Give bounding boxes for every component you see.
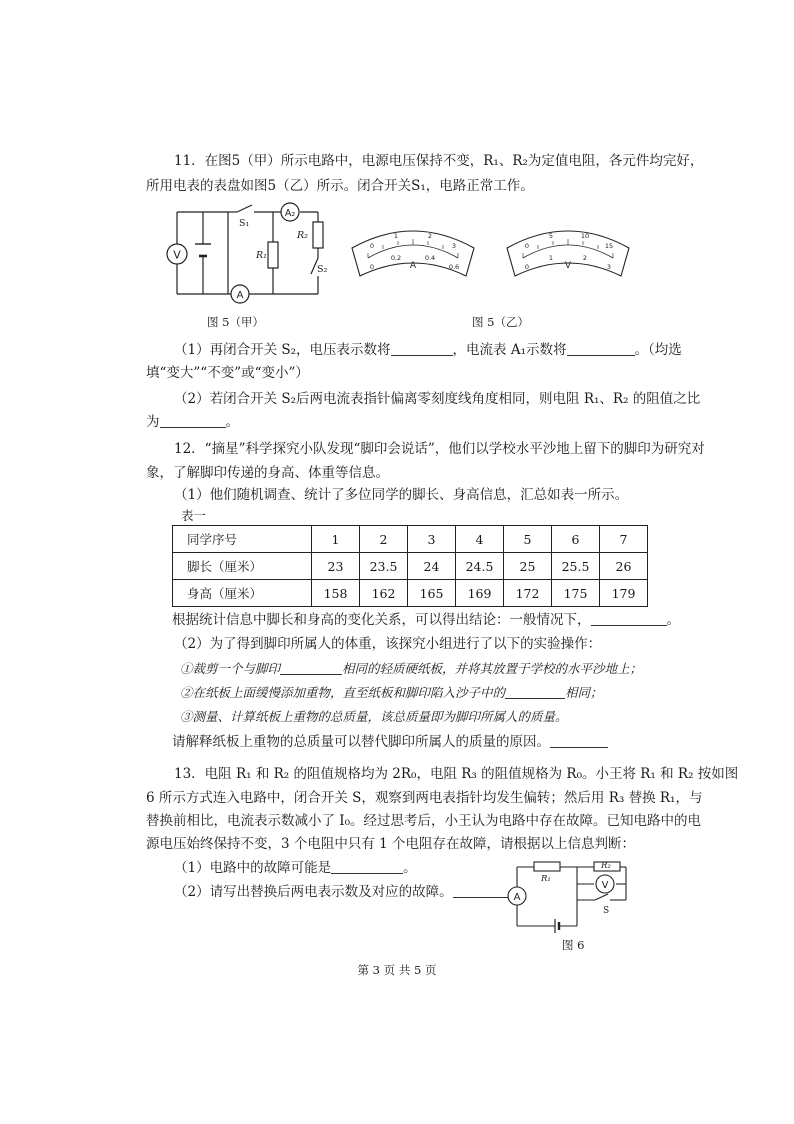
voltmeter-top-tick-2: 10 [580, 232, 590, 240]
ammeter-top-tick-3: 3 [451, 242, 457, 250]
q12-line-2: 象，了解脚印传递的身高、体重等信息。 [146, 465, 389, 481]
voltmeter-top-tick-1: 5 [548, 232, 554, 240]
table-row-header: 同学序号 [173, 526, 312, 553]
q11-part2-c: 。 [225, 414, 239, 430]
q12-step-3: ③测量、计算纸板上重物的总质量，该总质量即为脚印所属人的质量。 [180, 709, 568, 724]
circuit-diagram-fig6 [500, 858, 640, 940]
table-cell: 24.5 [456, 553, 504, 580]
q12-step-1-a: ①裁剪一个与脚印 [180, 661, 281, 676]
table-cell: 25.5 [552, 553, 600, 580]
table-cell: 3 [408, 526, 456, 553]
q11-part2 [146, 413, 239, 431]
q12-step-2-a: ②在纸板上面缓慢添加重物，直至纸板和脚印陷入沙子中的 [180, 685, 506, 700]
table-cell: 5 [504, 526, 552, 553]
q12-blank-depth[interactable] [505, 684, 565, 699]
meter-a2-label: A₂ [284, 208, 296, 219]
voltmeter-unit: V [564, 261, 572, 271]
table-row-header: 身高（厘米） [173, 580, 312, 607]
ammeter-top-tick-0: 0 [369, 242, 375, 250]
q12-explain [172, 733, 608, 751]
q11-blank-voltage[interactable] [391, 341, 453, 356]
meter-v-label: V [173, 248, 181, 262]
table-cell: 25 [504, 553, 552, 580]
ammeter-bottom-tick-3: 0.6 [448, 263, 460, 271]
q12-explain-text: 请解释纸板上重物的总质量可以替代脚印所属人的质量的原因。 [172, 734, 550, 750]
table-cell: 4 [456, 526, 504, 553]
table-cell: 172 [504, 580, 552, 607]
table-cell: 169 [456, 580, 504, 607]
resistor-r1-label: R₁ [256, 250, 267, 261]
fig6-switch-label: S [603, 906, 610, 916]
q12-step-1-b: 相同的轻质硬纸板，并将其放置于学校的水平沙地上； [342, 661, 643, 676]
q12-conclusion-b: 。 [666, 612, 680, 628]
fig6-ammeter-label: A [513, 892, 521, 903]
fig5-yi-caption: 图 5（乙） [472, 315, 529, 329]
voltmeter-bottom-tick-2: 2 [582, 254, 588, 262]
voltmeter-dial [503, 218, 633, 280]
resistor-r2-label: R₂ [297, 230, 308, 241]
table-cell: 6 [552, 526, 600, 553]
q11-part1-d: 填“变大”“不变”或“变小”） [146, 365, 309, 381]
fig6-r1-label: R₁ [541, 874, 551, 884]
table-cell: 165 [408, 580, 456, 607]
table-cell: 26 [600, 553, 648, 580]
table-cell: 23.5 [360, 553, 408, 580]
q12-part2: （2）为了得到脚印所属人的体重，该探究小组进行了以下的实验操作： [174, 636, 602, 652]
table-cell: 179 [600, 580, 648, 607]
table-cell: 23 [312, 553, 360, 580]
q12-step-1 [180, 660, 642, 678]
q11-part1 [174, 341, 682, 359]
q11-part2-a: （2）若闭合开关 S₂后两电流表指针偏离零刻度线角度相同，则电阻 R₁、R₂ 的阻值之比 [174, 391, 701, 407]
q13-blank-fault[interactable] [331, 859, 403, 874]
table-row [173, 553, 648, 580]
q12-blank-shape[interactable] [280, 660, 342, 675]
ammeter-dial [348, 218, 478, 280]
fig5-jia-caption-text: 图 5（甲） [207, 315, 264, 329]
table-cell: 162 [360, 580, 408, 607]
voltmeter-bottom-tick-3: 3 [606, 263, 612, 271]
q13-part1 [174, 859, 417, 877]
q12-blank-conclusion[interactable] [591, 611, 667, 626]
switch-s2-label: S₂ [317, 264, 328, 275]
ammeter-bottom-tick-2: 0.4 [424, 254, 436, 262]
table-cell: 24 [408, 553, 456, 580]
q13-line-2: 6 所示方式连入电路中，闭合开关 S，观察到两电表指针均发生偏转；然后用 R₃ 替换 R₁，与 [146, 790, 703, 806]
voltmeter-bottom-tick-1: 1 [548, 254, 554, 262]
circuit-diagram-fig5-jia [155, 200, 340, 305]
table-cell: 2 [360, 526, 408, 553]
voltmeter-top-tick-0: 0 [524, 242, 530, 250]
table-cell: 158 [312, 580, 360, 607]
q13-line-1: 13．电阻 R₁ 和 R₂ 的阻值规格均为 2R₀，电阻 R₃ 的阻值规格为 R₀。小王将 R₁ 和 R₂ 按如图 [174, 766, 739, 782]
q13-part1-b: 。 [403, 860, 417, 876]
meter-a-label: A [236, 290, 244, 301]
table-row [173, 580, 648, 607]
q12-conclusion [172, 611, 680, 629]
voltmeter-bottom-tick-0: 0 [524, 263, 530, 271]
q13-part2-text: （2）请写出替换后两电表示数及对应的故障。 [174, 884, 453, 900]
q13-line-3: 替换前相比，电流表示数减小了 I₀。经过思考后，小王认为电路中存在故障。已知电路中的电 [146, 813, 702, 829]
ammeter-bottom-tick-0: 0 [369, 263, 375, 271]
q12-step-2 [180, 684, 603, 702]
fig6-voltmeter-label: V [601, 880, 609, 891]
q11-part2-b: 为 [146, 414, 160, 430]
switch-s1-label: S₁ [239, 218, 250, 229]
table-cell: 7 [600, 526, 648, 553]
ammeter-unit: A [409, 261, 417, 271]
q13-line-4: 源电压始终保持不变，3 个电阻中只有 1 个电阻存在故障，请根据以上信息判断： [146, 836, 636, 852]
q11-blank-current[interactable] [567, 341, 635, 356]
q11-part1-c: 。（均选 [634, 342, 682, 358]
table-label: 表一 [181, 508, 207, 523]
q11-line-2: 所用电表的表盘如图5（乙）所示。闭合开关S₁，电路正常工作。 [146, 178, 534, 194]
ammeter-top-tick-1: 1 [393, 232, 399, 240]
table-cell: 175 [552, 580, 600, 607]
table-row-header: 脚长（厘米） [173, 553, 312, 580]
q11-part1-b: ，电流表 A₁示数将 [452, 342, 567, 358]
q12-part1: （1）他们随机调查、统计了多位同学的脚长、身高信息，汇总如表一所示。 [174, 487, 629, 503]
q12-conclusion-a: 根据统计信息中脚长和身高的变化关系，可以得出结论：一般情况下， [172, 612, 591, 628]
table-cell: 1 [312, 526, 360, 553]
ammeter-bottom-tick-1: 0.2 [390, 254, 402, 262]
ammeter-top-tick-2: 2 [427, 232, 433, 240]
q12-step-2-b: 相同； [565, 685, 603, 700]
q13-part2 [174, 883, 509, 901]
q12-blank-explain[interactable] [550, 733, 608, 748]
q12-line-1: 12．“摘星”科学探究小队发现“脚印会说话”，他们以学校水平沙地上留下的脚印为研究对 [174, 441, 705, 457]
data-table [172, 525, 648, 607]
table-row [173, 526, 648, 553]
q11-part1-a: （1）再闭合开关 S₂，电压表示数将 [174, 342, 391, 358]
fig6-r2-label: R₂ [601, 861, 611, 871]
fig6-caption: 图 6 [562, 938, 585, 952]
q11-blank-ratio[interactable] [160, 413, 226, 428]
page-footer: 第 3 页 共 5 页 [357, 963, 437, 977]
q11-line-1: 11．在图5（甲）所示电路中，电源电压保持不变，R₁、R₂为定值电阻，各元件均完好， [174, 153, 704, 169]
q13-part1-a: （1）电路中的故障可能是 [174, 860, 332, 876]
voltmeter-top-tick-3: 15 [604, 242, 614, 250]
